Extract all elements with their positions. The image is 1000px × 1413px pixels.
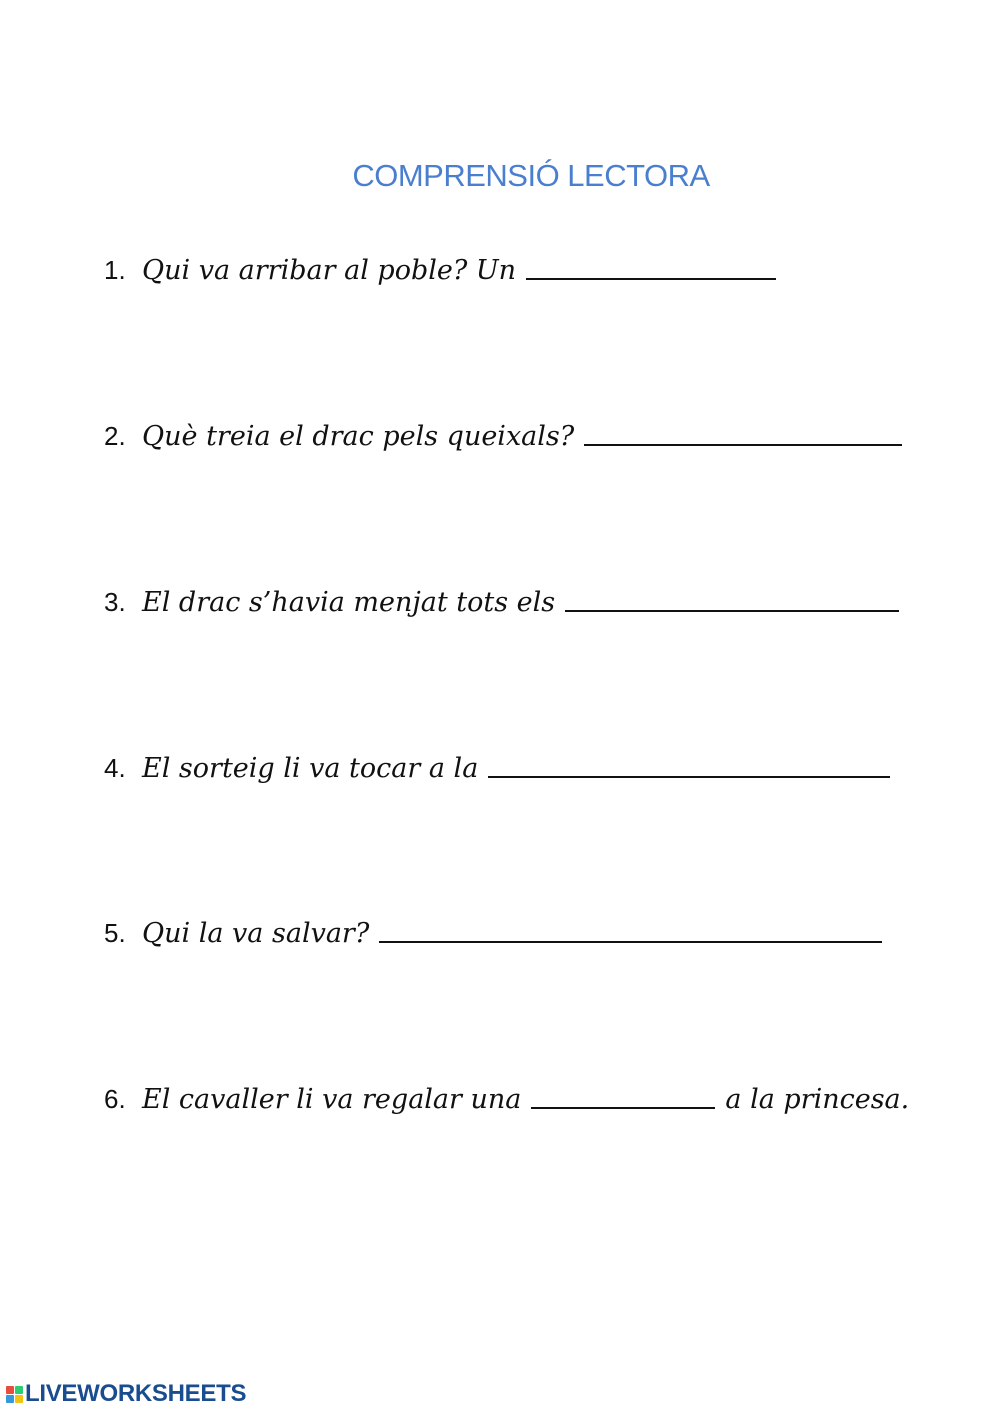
answer-blank-6[interactable] bbox=[531, 1106, 715, 1109]
logo-square-2 bbox=[15, 1386, 23, 1394]
answer-blank-3[interactable] bbox=[565, 609, 899, 612]
question-text: Qui va arribar al poble? Un bbox=[142, 255, 517, 286]
logo-square-3 bbox=[6, 1395, 14, 1403]
question-number: 6. bbox=[104, 1084, 126, 1114]
liveworksheets-logo[interactable] bbox=[6, 1380, 246, 1408]
answer-blank-5[interactable] bbox=[379, 940, 882, 943]
question-6 bbox=[104, 1084, 909, 1115]
logo-square-1 bbox=[6, 1386, 14, 1394]
question-number: 1. bbox=[104, 255, 126, 285]
question-1 bbox=[104, 255, 786, 286]
question-number: 2. bbox=[104, 421, 126, 451]
question-text: El cavaller li va regalar una bbox=[142, 1084, 522, 1115]
question-3 bbox=[104, 587, 909, 618]
answer-blank-4[interactable] bbox=[488, 775, 890, 778]
question-text: El drac s’havia menjat tots els bbox=[142, 587, 556, 618]
answer-blank-2[interactable] bbox=[584, 443, 902, 446]
answer-blank-1[interactable] bbox=[526, 277, 776, 280]
question-text: El sorteig li va tocar a la bbox=[142, 753, 479, 784]
logo-text: LIVEWORKSHEETS bbox=[25, 1380, 247, 1407]
question-text: Qui la va salvar? bbox=[142, 918, 370, 949]
question-2 bbox=[104, 421, 912, 452]
question-number: 4. bbox=[104, 753, 126, 783]
question-text-after: a la princesa. bbox=[725, 1084, 910, 1115]
question-number: 3. bbox=[104, 587, 126, 617]
question-text: Què treia el drac pels queixals? bbox=[142, 421, 575, 452]
logo-square-4 bbox=[15, 1395, 23, 1403]
liveworksheets-logo-icon bbox=[6, 1386, 23, 1403]
question-5 bbox=[104, 918, 892, 949]
worksheet-title: COMPRENSIÓ LECTORA bbox=[352, 158, 710, 193]
question-number: 5. bbox=[104, 918, 126, 948]
question-4 bbox=[104, 753, 900, 784]
